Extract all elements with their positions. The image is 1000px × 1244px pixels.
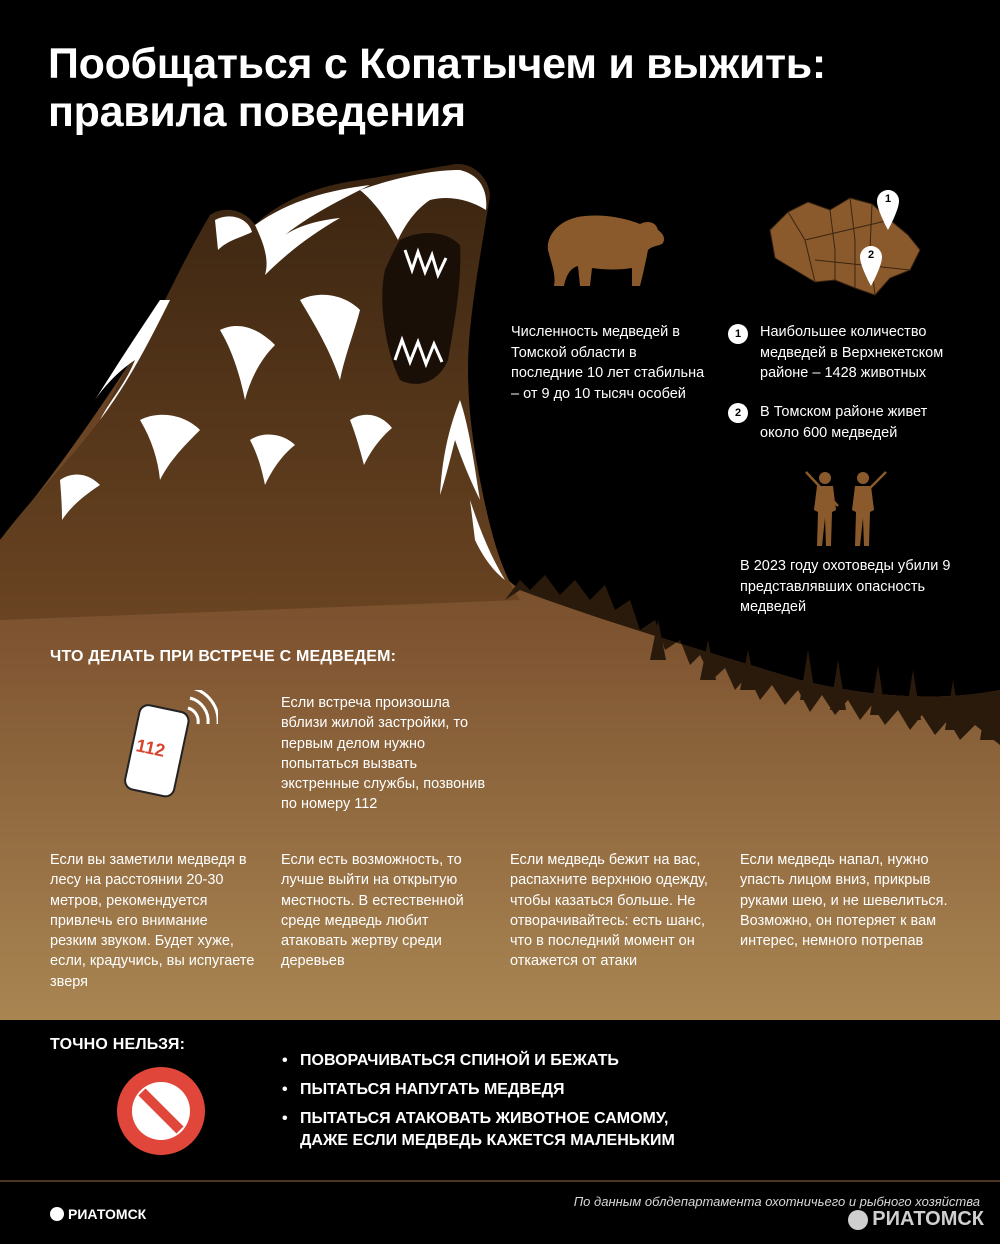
emergency-number: 112 xyxy=(134,735,167,761)
never-item: • ПЫТАТЬСЯ АТАКОВАТЬ ЖИВОТНОЕ САМОМУ, ДАЖЕ ЕСЛИ МЕДВЕДЬ КАЖЕТСЯ МАЛЕНЬКИМ xyxy=(282,1108,922,1152)
prohibition-icon xyxy=(116,1066,206,1156)
map-pin-icon xyxy=(860,246,882,286)
map-pin-icon xyxy=(877,190,899,230)
region-2-stat: В Томском районе живет около 600 медведей xyxy=(760,404,928,441)
title-line-1: Пообщаться с Копатычем и выжить: xyxy=(48,40,826,88)
region-map-icon xyxy=(760,190,925,300)
never-item: • ПЫТАТЬСЯ НАПУГАТЬ МЕДВЕДЯ xyxy=(282,1079,922,1101)
logo-mark-icon xyxy=(848,1210,868,1230)
meeting-heading: ЧТО ДЕЛАТЬ ПРИ ВСТРЕЧЕ С МЕДВЕДЕМ: xyxy=(50,648,397,665)
page-title xyxy=(48,40,948,136)
bear-silhouette-icon xyxy=(540,210,668,290)
logo-mark-icon xyxy=(50,1207,64,1221)
phone-icon xyxy=(118,690,218,802)
bear-illustration xyxy=(0,164,520,620)
population-stat: Численность медведей в Томской области в последние 10 лет стабильна – от 9 до 10 тысяч особей xyxy=(511,324,705,402)
never-item: • ПОВОРАЧИВАТЬСЯ СПИНОЙ И БЕЖАТЬ xyxy=(282,1050,922,1072)
region-1-stat: Наибольшее количество медведей в Верхнекетском районе – 1428 животных xyxy=(760,324,944,381)
hunters-icon xyxy=(800,468,892,548)
tip-item: Если медведь напал, нужно упасть лицом вниз, прикрыв руками шею, и не шевелиться. Возможно, он потеряет к вам интерес, немного потрепав xyxy=(740,852,948,950)
region-1-badge: 1 xyxy=(728,324,748,344)
title-line-2: правила поведения xyxy=(48,88,466,136)
riatomsk-logo xyxy=(50,1206,146,1222)
map-pin-number: 1 xyxy=(884,193,892,205)
hunters-stat: В 2023 году охотоведы убили 9 представлявших опасность медведей xyxy=(740,558,951,615)
tip-item: Если вы заметили медведя в лесу на расстоянии 20-30 метров, рекомендуется привлечь его внимание резким звуком. Будет хуже, если, крадучись, вы испугаете зверя xyxy=(50,852,255,990)
watermark-text: РИАТОМСК xyxy=(872,1208,984,1230)
never-heading: ТОЧНО НЕЛЬЗЯ: xyxy=(50,1036,186,1053)
source-note: По данным облдепартамента охотничьего и рыбного хозяйства xyxy=(573,1194,980,1209)
region-2-badge: 2 xyxy=(728,403,748,423)
logo-text: РИАТОМСК xyxy=(68,1206,147,1222)
map-pin-number: 2 xyxy=(867,249,875,261)
riatomsk-watermark xyxy=(848,1208,984,1231)
tip-item: Если есть возможность, то лучше выйти на открытую местность. В естественной среде медведь любит атаковать жертву среди деревьев xyxy=(281,852,464,970)
call-tip: Если встреча произошла вблизи жилой застройки, то первым делом нужно попытаться вызвать экстренные службы, позвонив по номеру 112 xyxy=(281,695,486,813)
footer-divider xyxy=(0,1180,1000,1182)
never-list xyxy=(282,1050,922,1159)
tip-item: Если медведь бежит на вас, распахните верхнюю одежду, чтобы казаться больше. Не отворачивайтесь: есть шанс, что в последний момент он откажется от атаки xyxy=(510,852,708,970)
